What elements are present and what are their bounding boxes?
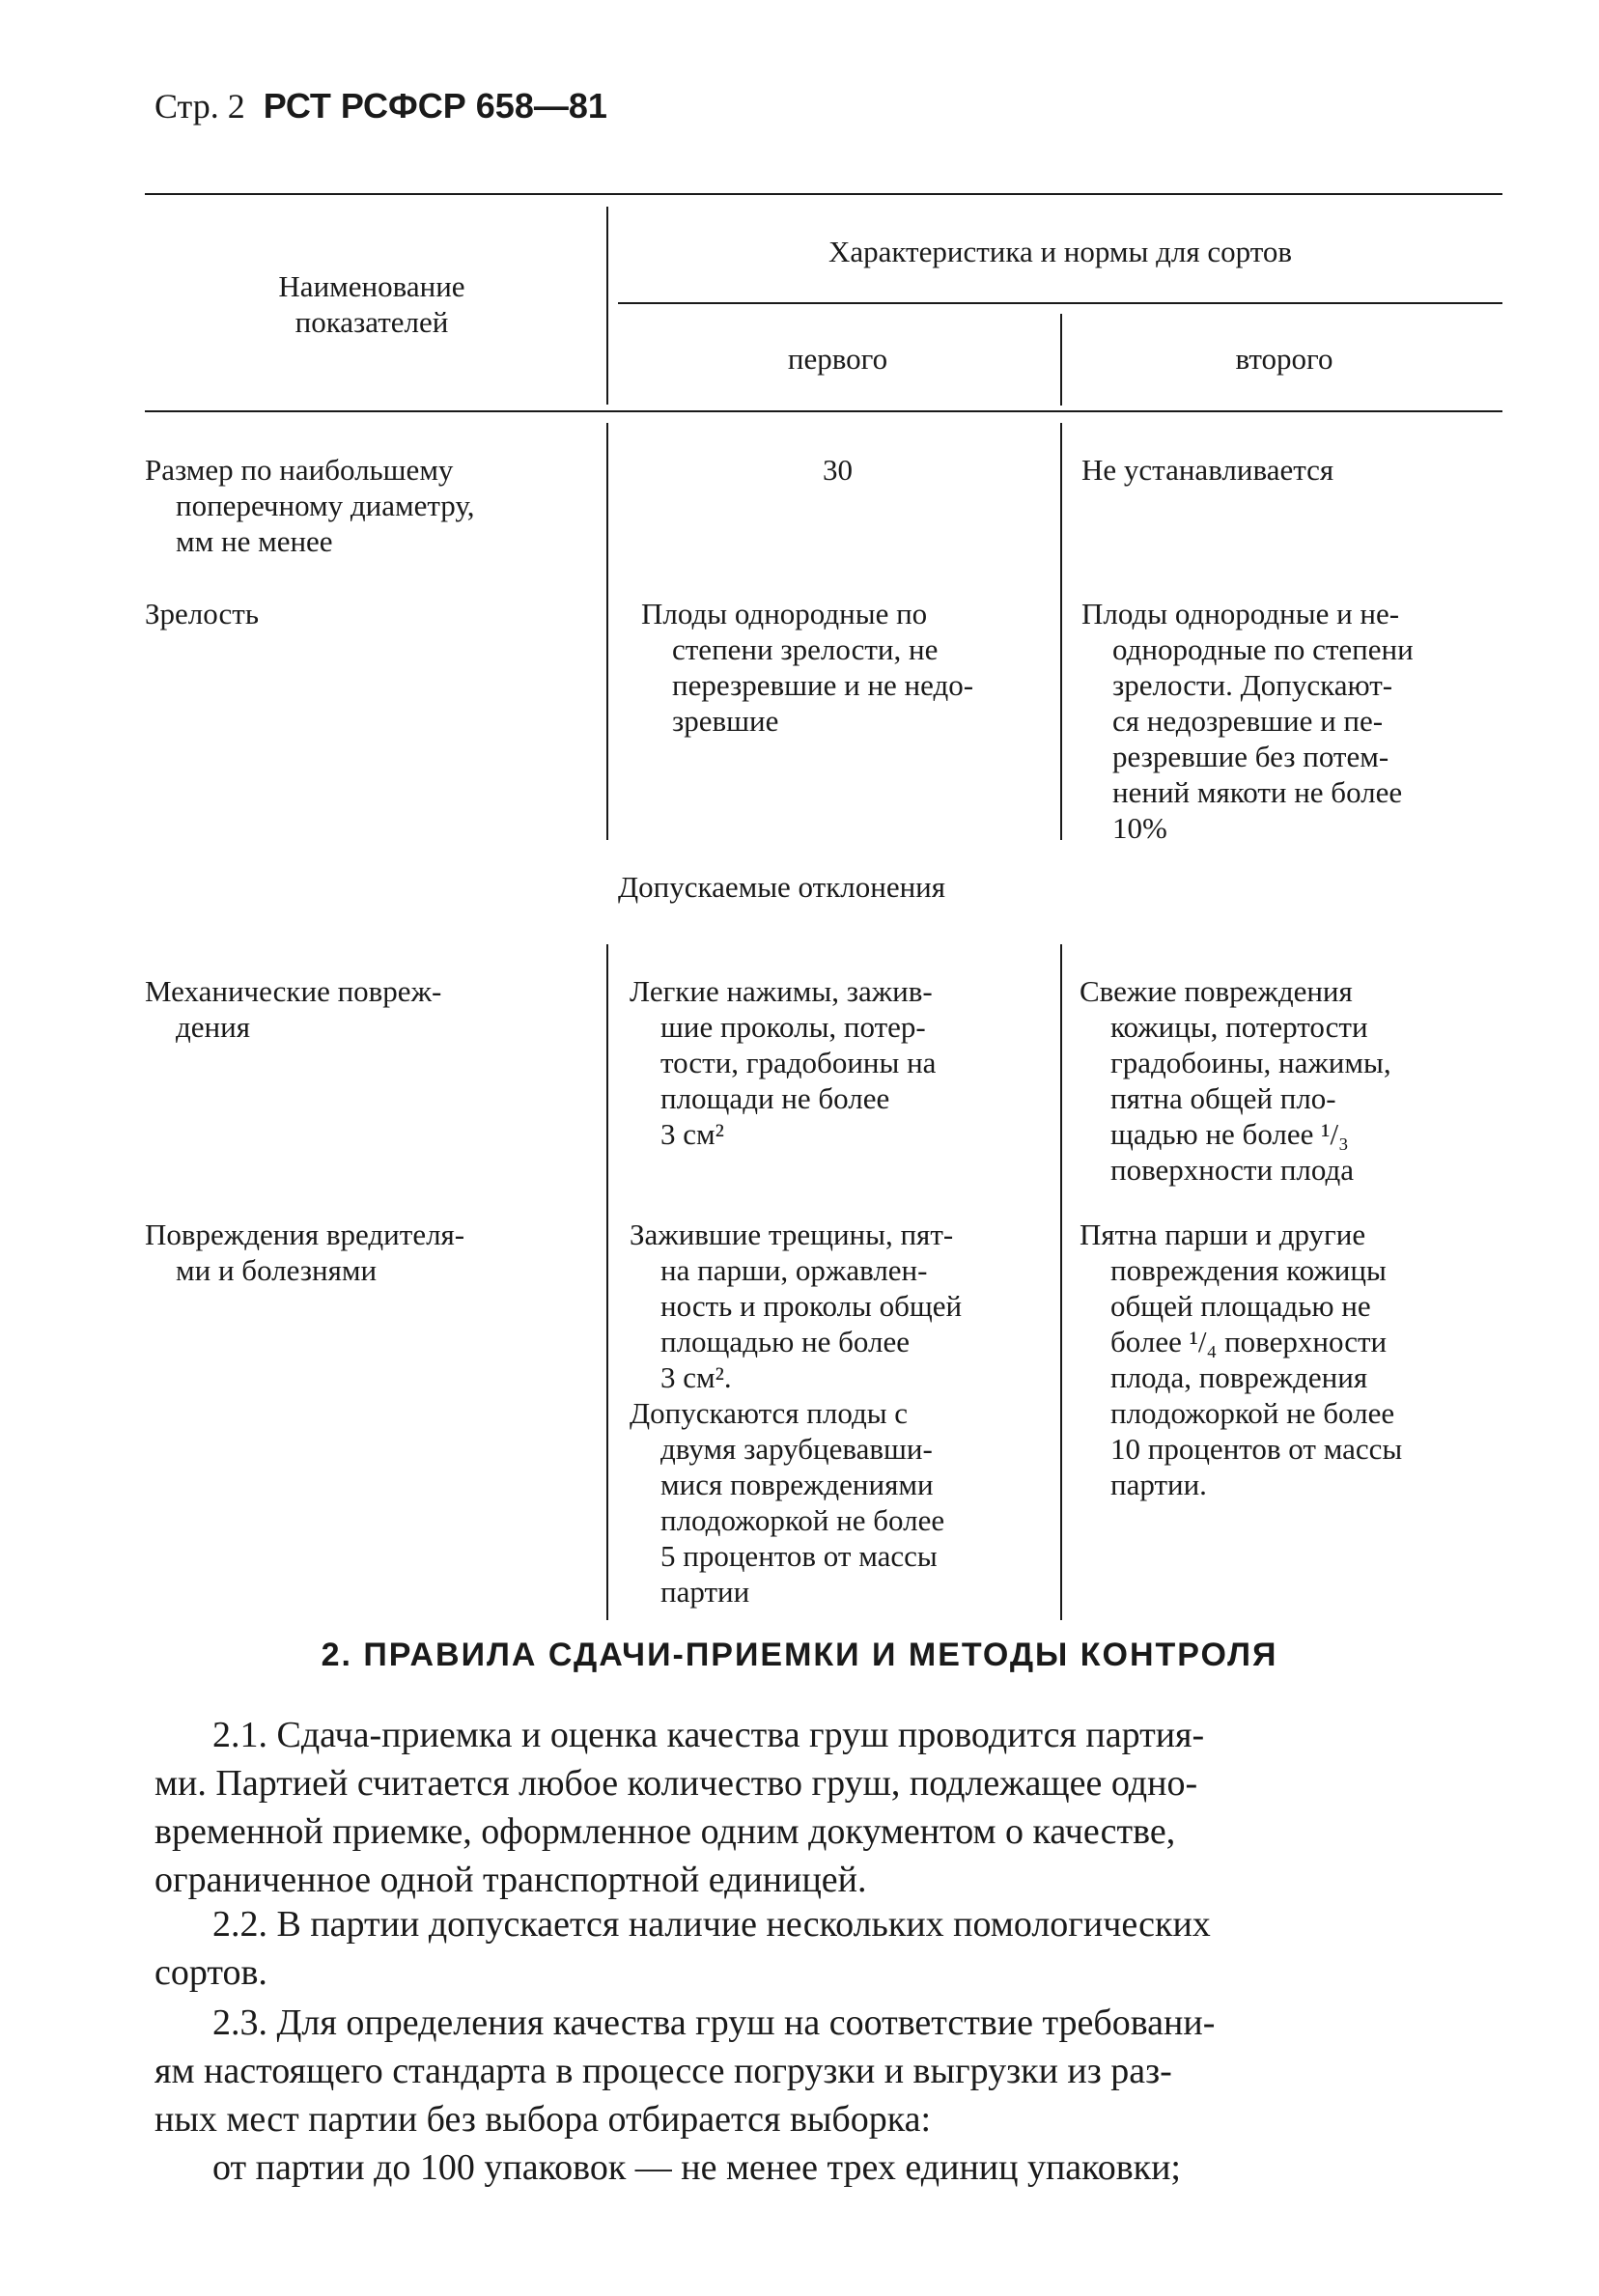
header-second-grade: второго bbox=[1235, 342, 1333, 376]
row-mechanical-first bbox=[630, 973, 1054, 1152]
cell-line: Размер по наибольшему bbox=[145, 453, 454, 487]
cell-line: плода, повреждения bbox=[1110, 1360, 1368, 1394]
cell-line: щадью не более ¹/₃ bbox=[1110, 1117, 1349, 1151]
paragraph-line: временной приемке, оформленное одним документом о качестве, bbox=[154, 1811, 1176, 1852]
cell-line: ми и болезнями bbox=[176, 1253, 378, 1287]
paragraph-line: от партии до 100 упаковок — не менее трех единиц упаковки; bbox=[212, 2147, 1181, 2188]
col-divider-header-1 bbox=[606, 207, 608, 405]
cell-line: общей площадью не bbox=[1110, 1289, 1371, 1323]
cell-line: перезревшие и не недо- bbox=[672, 668, 974, 702]
cell-line: плодожоркой не более bbox=[1110, 1396, 1395, 1430]
cell-line: мися повреждениями bbox=[660, 1468, 934, 1501]
row-pests-second bbox=[1080, 1217, 1504, 1502]
cell-line: поперечному диаметру, bbox=[176, 489, 475, 522]
paragraph-line: 2.3. Для определения качества груш на соответствие требовани- bbox=[212, 2002, 1216, 2043]
row-ripeness-second bbox=[1081, 596, 1506, 846]
header-first-grade: первого bbox=[787, 342, 888, 376]
row-ripeness-name bbox=[145, 596, 570, 631]
row-size-second bbox=[1081, 452, 1506, 488]
cell-line: дения bbox=[176, 1010, 250, 1044]
cell-line: пятна общей пло- bbox=[1110, 1081, 1336, 1115]
cell-line: степени зрелости, не bbox=[672, 632, 939, 666]
cell-line: Плоды однородные и не- bbox=[1081, 597, 1400, 630]
cell-line: партии bbox=[660, 1575, 750, 1609]
cell-line: мм не менее bbox=[176, 524, 333, 558]
cell-line: шие проколы, потер- bbox=[660, 1010, 926, 1044]
row-mechanical-name bbox=[145, 973, 570, 1045]
cell-line: Механические повреж- bbox=[145, 974, 442, 1008]
cell-line: поверхности плода bbox=[1110, 1153, 1355, 1187]
header-line: Наименование bbox=[278, 269, 465, 303]
col-divider-body-2a bbox=[1060, 423, 1062, 840]
cell-line: плодожоркой не более bbox=[660, 1503, 945, 1537]
cell-line: 10% bbox=[1112, 811, 1167, 845]
row-pests-first bbox=[630, 1217, 1054, 1610]
table-top-rule bbox=[145, 193, 1502, 195]
paragraph-line: ми. Партией считается любое количество груш, подлежащее одно- bbox=[154, 1763, 1198, 1804]
cell-line: Зрелость bbox=[145, 597, 259, 630]
paragraph-2-2 bbox=[154, 1900, 1501, 1997]
cell-line: зрелости. Допускают- bbox=[1112, 668, 1393, 702]
col-divider-body-1a bbox=[606, 423, 608, 840]
header-line: показателей bbox=[295, 305, 449, 339]
paragraph-2-3 bbox=[154, 1999, 1501, 2192]
table-subheading: Допускаемые отклонения bbox=[618, 870, 946, 904]
standard-number: РСТ РСФСР 658—81 bbox=[263, 86, 607, 126]
row-size-first bbox=[618, 452, 1057, 488]
cell-line: 30 bbox=[823, 453, 853, 487]
cell-line: ность и проколы общей bbox=[660, 1289, 963, 1323]
paragraph-line: ям настоящего стандарта в процессе погрузки и выгрузки из раз- bbox=[154, 2051, 1172, 2091]
col-divider-body-1b bbox=[606, 944, 608, 1620]
cell-line: более ¹/₄ поверхности bbox=[1110, 1325, 1388, 1358]
header-indicator-name bbox=[145, 268, 599, 340]
paragraph-line: ограниченное одной транспортной единицей. bbox=[154, 1860, 867, 1900]
group-header-rule bbox=[618, 302, 1502, 304]
cell-line: двумя зарубцевавши- bbox=[660, 1432, 933, 1466]
cell-line: на парши, оржавлен- bbox=[660, 1253, 928, 1287]
cell-line: тости, градобоины на bbox=[660, 1046, 937, 1079]
cell-line: площадью не более bbox=[660, 1325, 910, 1358]
cell-line: нений мякоти не более bbox=[1112, 775, 1403, 809]
row-pests-name bbox=[145, 1217, 570, 1288]
row-size-name bbox=[145, 452, 570, 559]
cell-line: Повреждения вредителя- bbox=[145, 1218, 465, 1251]
cell-line: Плоды однородные по bbox=[641, 597, 928, 630]
col-divider-header-2 bbox=[1060, 314, 1062, 406]
cell-line: Свежие повреждения bbox=[1080, 974, 1353, 1008]
paragraph-line: 2.1. Сдача-приемка и оценка качества груш проводится партия- bbox=[212, 1715, 1205, 1755]
header-group: Характеристика и нормы для сортов bbox=[828, 235, 1292, 268]
page-number: Стр. 2 bbox=[154, 87, 245, 126]
cell-line: кожицы, потертости bbox=[1110, 1010, 1368, 1044]
cell-line: 5 процентов от массы bbox=[660, 1539, 938, 1573]
page-header bbox=[154, 85, 607, 127]
row-mechanical-second bbox=[1080, 973, 1504, 1188]
cell-line: Пятна парши и другие bbox=[1080, 1218, 1366, 1251]
section-title: 2. ПРАВИЛА СДАЧИ-ПРИЕМКИ И МЕТОДЫ КОНТРОЛЯ bbox=[321, 1637, 1278, 1673]
cell-line: 10 процентов от массы bbox=[1110, 1432, 1403, 1466]
table-header-bottom-rule bbox=[145, 410, 1502, 412]
cell-line: Легкие нажимы, зажив- bbox=[630, 974, 933, 1008]
cell-line: Зажившие трещины, пят- bbox=[630, 1218, 954, 1251]
col-divider-body-2b bbox=[1060, 944, 1062, 1620]
cell-line: градобоины, нажимы, bbox=[1110, 1046, 1391, 1079]
cell-line: повреждения кожицы bbox=[1110, 1253, 1387, 1287]
paragraph-line: 2.2. В партии допускается наличие нескольких помологических bbox=[212, 1904, 1211, 1945]
paragraph-line: ных мест партии без выбора отбирается выборка: bbox=[154, 2099, 932, 2140]
cell-line: однородные по степени bbox=[1112, 632, 1414, 666]
cell-line: партии. bbox=[1110, 1468, 1207, 1501]
cell-line: ся недозревшие и пе- bbox=[1112, 704, 1384, 738]
paragraph-line: сортов. bbox=[154, 1952, 267, 1993]
paragraph-2-1 bbox=[154, 1711, 1501, 1904]
cell-line: Не устанавливается bbox=[1081, 453, 1334, 487]
cell-line: 3 см² bbox=[660, 1117, 724, 1151]
cell-line: Допускаются плоды с bbox=[630, 1396, 909, 1430]
row-ripeness-first bbox=[641, 596, 1047, 739]
cell-line: площади не более bbox=[660, 1081, 890, 1115]
cell-line: резревшие без потем- bbox=[1112, 740, 1389, 773]
cell-line: 3 см². bbox=[660, 1360, 732, 1394]
cell-line: зревшие bbox=[672, 704, 779, 738]
